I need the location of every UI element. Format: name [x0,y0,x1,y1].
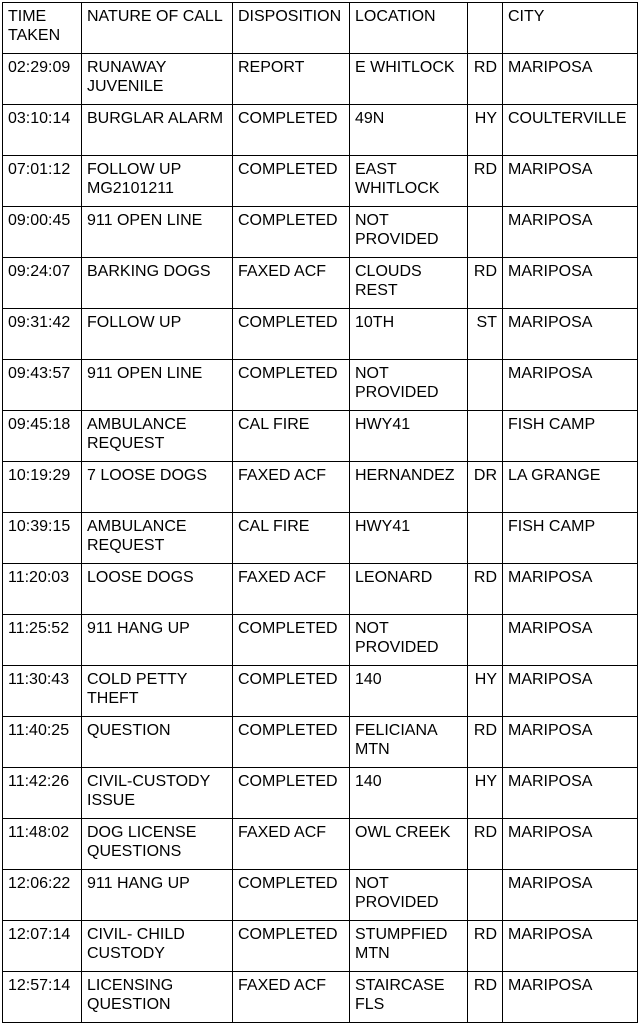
cell-disposition: COMPLETED [233,666,350,717]
cell-street-suffix: RD [468,156,503,207]
cell-city: MARIPOSA [503,309,638,360]
header-location: LOCATION [350,3,468,54]
cell-street-suffix: RD [468,717,503,768]
table-row [3,462,638,513]
cell-nature-of-call: AMBULANCE REQUEST [82,513,233,564]
cell-city: MARIPOSA [503,258,638,309]
cell-disposition: REPORT [233,54,350,105]
table-body [3,54,638,1023]
cell-time-taken: 07:01:12 [3,156,82,207]
table-row [3,207,638,258]
cell-street-suffix [468,360,503,411]
table-row [3,156,638,207]
cell-disposition: COMPLETED [233,615,350,666]
table-row [3,819,638,870]
table-row [3,309,638,360]
cell-disposition: COMPLETED [233,156,350,207]
cell-time-taken: 11:42:26 [3,768,82,819]
cell-street-suffix: ST [468,309,503,360]
header-row [3,3,638,54]
cell-nature-of-call: FOLLOW UP MG2101211 [82,156,233,207]
cell-nature-of-call: BARKING DOGS [82,258,233,309]
cell-location: HWY41 [350,513,468,564]
cell-time-taken: 11:48:02 [3,819,82,870]
cell-location: EAST WHITLOCK [350,156,468,207]
cell-disposition: COMPLETED [233,921,350,972]
table-row [3,513,638,564]
cell-nature-of-call: 7 LOOSE DOGS [82,462,233,513]
cell-city: COULTERVILLE [503,105,638,156]
cell-street-suffix: DR [468,462,503,513]
header-disposition: DISPOSITION [233,3,350,54]
cell-street-suffix [468,513,503,564]
cell-location: STAIRCASE FLS [350,972,468,1023]
cell-nature-of-call: DOG LICENSE QUESTIONS [82,819,233,870]
cell-disposition: COMPLETED [233,105,350,156]
cell-time-taken: 09:31:42 [3,309,82,360]
cell-time-taken: 11:20:03 [3,564,82,615]
cell-location: CLOUDS REST [350,258,468,309]
cell-city: FISH CAMP [503,411,638,462]
cell-location: 49N [350,105,468,156]
cell-disposition: FAXED ACF [233,462,350,513]
cell-time-taken: 11:25:52 [3,615,82,666]
cell-city: MARIPOSA [503,156,638,207]
header-street-suffix [468,3,503,54]
cell-disposition: COMPLETED [233,870,350,921]
cell-street-suffix: RD [468,921,503,972]
table-row [3,666,638,717]
cell-location: HWY41 [350,411,468,462]
cell-location: NOT PROVIDED [350,360,468,411]
cell-location: 140 [350,768,468,819]
table-row [3,972,638,1023]
cell-street-suffix [468,615,503,666]
cell-location: HERNANDEZ [350,462,468,513]
cell-location: STUMPFIED MTN [350,921,468,972]
cell-disposition: FAXED ACF [233,972,350,1023]
table-row [3,54,638,105]
cell-street-suffix: HY [468,768,503,819]
cell-disposition: CAL FIRE [233,411,350,462]
table-row [3,258,638,309]
cell-time-taken: 09:45:18 [3,411,82,462]
cell-nature-of-call: 911 OPEN LINE [82,360,233,411]
header-city: CITY [503,3,638,54]
cell-nature-of-call: COLD PETTY THEFT [82,666,233,717]
cell-street-suffix: RD [468,258,503,309]
table-row [3,360,638,411]
cell-time-taken: 02:29:09 [3,54,82,105]
cell-city: MARIPOSA [503,54,638,105]
cell-disposition: COMPLETED [233,768,350,819]
table-row [3,870,638,921]
cell-location: OWL CREEK [350,819,468,870]
cell-nature-of-call: LICENSING QUESTION [82,972,233,1023]
cell-time-taken: 09:24:07 [3,258,82,309]
cell-city: MARIPOSA [503,615,638,666]
cell-disposition: FAXED ACF [233,258,350,309]
cell-city: MARIPOSA [503,768,638,819]
call-log-table [2,2,638,1023]
cell-disposition: FAXED ACF [233,819,350,870]
cell-city: MARIPOSA [503,360,638,411]
cell-time-taken: 12:57:14 [3,972,82,1023]
cell-time-taken: 10:19:29 [3,462,82,513]
cell-city: MARIPOSA [503,870,638,921]
cell-time-taken: 09:43:57 [3,360,82,411]
cell-street-suffix: HY [468,105,503,156]
table-row [3,105,638,156]
cell-city: MARIPOSA [503,666,638,717]
cell-time-taken: 11:40:25 [3,717,82,768]
cell-disposition: FAXED ACF [233,564,350,615]
cell-city: MARIPOSA [503,972,638,1023]
cell-nature-of-call: CIVIL-CUSTODY ISSUE [82,768,233,819]
table-row [3,921,638,972]
cell-location: NOT PROVIDED [350,207,468,258]
cell-street-suffix: RD [468,564,503,615]
header-time-taken: TIME TAKEN [3,3,82,54]
cell-location: 10TH [350,309,468,360]
cell-nature-of-call: 911 HANG UP [82,870,233,921]
cell-time-taken: 10:39:15 [3,513,82,564]
cell-disposition: COMPLETED [233,360,350,411]
cell-nature-of-call: 911 HANG UP [82,615,233,666]
cell-street-suffix [468,411,503,462]
cell-disposition: COMPLETED [233,207,350,258]
cell-street-suffix: HY [468,666,503,717]
cell-time-taken: 09:00:45 [3,207,82,258]
cell-nature-of-call: BURGLAR ALARM [82,105,233,156]
table-row [3,717,638,768]
cell-nature-of-call: RUNAWAY JUVENILE [82,54,233,105]
cell-city: FISH CAMP [503,513,638,564]
cell-street-suffix: RD [468,972,503,1023]
cell-location: LEONARD [350,564,468,615]
table-header [3,3,638,54]
cell-location: FELICIANA MTN [350,717,468,768]
cell-location: 140 [350,666,468,717]
cell-nature-of-call: QUESTION [82,717,233,768]
cell-disposition: COMPLETED [233,309,350,360]
cell-street-suffix [468,207,503,258]
cell-location: NOT PROVIDED [350,615,468,666]
cell-location: NOT PROVIDED [350,870,468,921]
cell-city: LA GRANGE [503,462,638,513]
cell-city: MARIPOSA [503,717,638,768]
cell-street-suffix: RD [468,819,503,870]
cell-nature-of-call: LOOSE DOGS [82,564,233,615]
cell-city: MARIPOSA [503,921,638,972]
cell-nature-of-call: 911 OPEN LINE [82,207,233,258]
cell-location: E WHITLOCK [350,54,468,105]
table-row [3,564,638,615]
cell-street-suffix [468,870,503,921]
cell-nature-of-call: FOLLOW UP [82,309,233,360]
cell-nature-of-call: AMBULANCE REQUEST [82,411,233,462]
cell-disposition: CAL FIRE [233,513,350,564]
cell-city: MARIPOSA [503,564,638,615]
cell-time-taken: 12:07:14 [3,921,82,972]
header-nature-of-call: NATURE OF CALL [82,3,233,54]
cell-city: MARIPOSA [503,819,638,870]
cell-time-taken: 12:06:22 [3,870,82,921]
cell-time-taken: 03:10:14 [3,105,82,156]
cell-nature-of-call: CIVIL- CHILD CUSTODY [82,921,233,972]
cell-street-suffix: RD [468,54,503,105]
table-row [3,615,638,666]
cell-time-taken: 11:30:43 [3,666,82,717]
table-row [3,411,638,462]
cell-disposition: COMPLETED [233,717,350,768]
table-row [3,768,638,819]
cell-city: MARIPOSA [503,207,638,258]
